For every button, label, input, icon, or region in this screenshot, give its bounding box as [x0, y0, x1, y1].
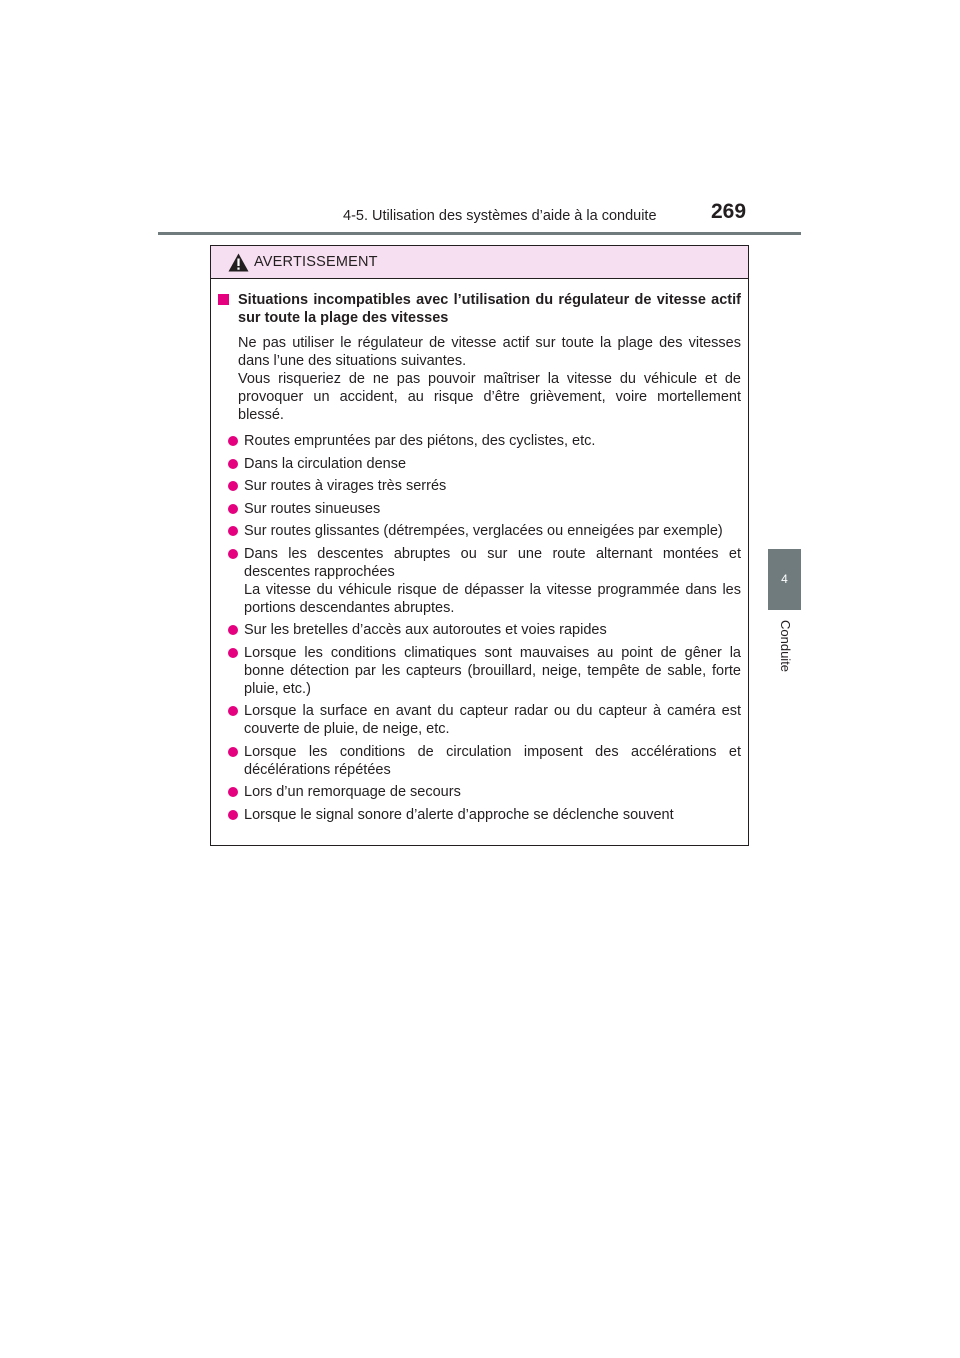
bullet-dot-icon	[228, 625, 238, 635]
heading-text: Situations incompatibles avec l’utilisation du régulateur de vitesse actif sur toute la plage des vitesses	[238, 292, 741, 326]
list-item: Sur routes sinueuses	[228, 500, 741, 518]
page-number: 269	[711, 200, 747, 223]
list-item: Lorsque le signal sonore d’alerte d’approche se déclenche souvent	[228, 806, 741, 824]
list-item: Sur les bretelles d’accès aux autoroutes et voies rapides	[228, 621, 741, 639]
bullet-dot-icon	[228, 648, 238, 658]
warning-title: AVERTISSEMENT	[254, 254, 378, 270]
warning-box	[210, 245, 749, 846]
bullet-dot-icon	[228, 459, 238, 469]
situation-list	[218, 432, 741, 824]
warning-body	[211, 279, 748, 824]
list-item: Sur routes glissantes (détrempées, verglacées ou enneigées par exemple)	[228, 522, 741, 540]
intro-paragraph: Ne pas utiliser le régulateur de vitesse actif sur toute la plage des vitesses dans l’une des situations suivantes.	[238, 335, 741, 369]
bullet-dot-icon	[228, 787, 238, 797]
header-rule	[158, 232, 801, 235]
warning-triangle-icon	[228, 253, 249, 272]
item-note: La vitesse du véhicule risque de dépasser la vitesse programmée dans les portions descendantes abruptes.	[244, 581, 741, 616]
warning-header	[211, 246, 748, 279]
bullet-dot-icon	[228, 810, 238, 820]
chapter-tab: 4	[768, 549, 801, 610]
list-item: Lors d’un remorquage de secours	[228, 783, 741, 801]
list-item: Sur routes à virages très serrés	[228, 477, 741, 495]
section-title: 4-5. Utilisation des systèmes d’aide à la conduite	[343, 208, 657, 224]
list-item	[228, 545, 741, 617]
list-item: Routes empruntées par des piétons, des cyclistes, etc.	[228, 432, 741, 450]
bullet-dot-icon	[228, 526, 238, 536]
square-bullet-icon	[218, 294, 229, 305]
bullet-dot-icon	[228, 706, 238, 716]
bullet-dot-icon	[228, 504, 238, 514]
list-item: Lorsque les conditions climatiques sont mauvaises au point de gêner la bonne détection par les capteurs (brouillard, neige, tempête de sable, forte pluie, etc.)	[228, 644, 741, 698]
section-heading	[218, 291, 741, 327]
list-item: Lorsque la surface en avant du capteur radar ou du capteur à caméra est couverte de pluie, de neige, etc.	[228, 702, 741, 738]
chapter-label: Conduite	[778, 620, 793, 673]
bullet-dot-icon	[228, 747, 238, 757]
list-item: Lorsque les conditions de circulation imposent des accélérations et décélérations répétées	[228, 743, 741, 779]
bullet-dot-icon	[228, 549, 238, 559]
item-text-main: Dans les descentes abruptes ou sur une route alternant montées et descentes rapprochées	[244, 545, 741, 580]
bullet-dot-icon	[228, 436, 238, 446]
list-item: Dans la circulation dense	[228, 455, 741, 473]
bullet-dot-icon	[228, 481, 238, 491]
risk-paragraph: Vous risqueriez de ne pas pouvoir maîtriser la vitesse du véhicule et de provoquer un accident, au risque d’être grièvement, voire mortellement blessé.	[238, 371, 741, 423]
